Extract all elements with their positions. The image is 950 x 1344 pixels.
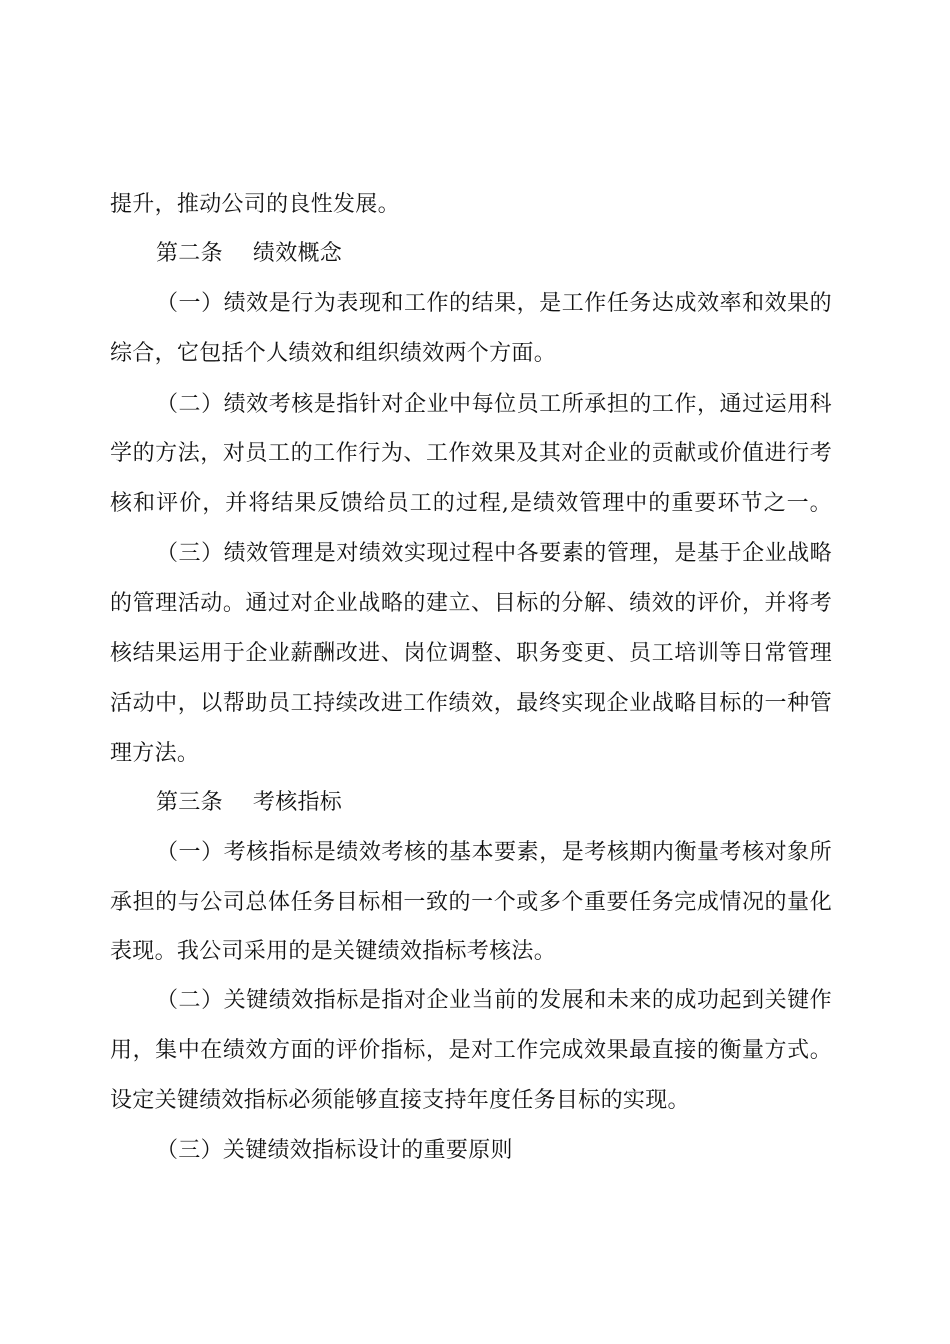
article-heading-3 [156, 788, 832, 818]
paragraph-line: 用，集中在绩效方面的评价指标，是对工作完成效果最直接的衡量方式。 [110, 1038, 832, 1063]
paragraph-line: （三）关键绩效指标设计的重要原则 [156, 1138, 513, 1163]
paragraph-line: （三）绩效管理是对绩效实现过程中各要素的管理，是基于企业战略 [156, 541, 832, 566]
paragraph-line: 学的方法，对员工的工作行为、工作效果及其对企业的贡献或价值进行考 [110, 441, 832, 466]
article-title: 绩效概念 [252, 241, 343, 266]
paragraph-line: （一）考核指标是绩效考核的基本要素，是考核期内衡量考核对象所 [156, 840, 832, 865]
paragraph-line: 设定关键绩效指标必须能够直接支持年度任务目标的实现。 [110, 1088, 690, 1113]
paragraph-line: 理方法。 [110, 741, 200, 766]
paragraph-line: 承担的与公司总体任务目标相一致的一个或多个重要任务完成情况的量化 [110, 890, 832, 915]
paragraph-line: 核和评价，并将结果反馈给员工的过程,是绩效管理中的重要环节之一。 [110, 491, 832, 516]
paragraph-line: 综合，它包括个人绩效和组织绩效两个方面。 [110, 341, 557, 366]
paragraph-line: （二）绩效考核是指针对企业中每位员工所承担的工作，通过运用科 [156, 392, 832, 417]
paragraph-line: 活动中，以帮助员工持续改进工作绩效，最终实现企业战略目标的一种管 [110, 691, 832, 716]
paragraph-line: （二）关键绩效指标是指对企业当前的发展和未来的成功起到关键作 [156, 988, 832, 1013]
paragraph-line: （一）绩效是行为表现和工作的结果，是工作任务达成效率和效果的 [156, 291, 832, 316]
paragraph-line: 提升，推动公司的良性发展。 [110, 192, 400, 217]
article-number: 第三条 [156, 790, 223, 815]
paragraph-line: 的管理活动。通过对企业战略的建立、目标的分解、绩效的评价，并将考 [110, 591, 832, 616]
article-title: 考核指标 [252, 790, 343, 815]
article-heading-2 [156, 239, 832, 269]
article-number: 第二条 [156, 241, 223, 266]
paragraph-line: 表现。我公司采用的是关键绩效指标考核法。 [110, 939, 557, 964]
paragraph-line: 核结果运用于企业薪酬改进、岗位调整、职务变更、员工培训等日常管理 [110, 641, 832, 666]
